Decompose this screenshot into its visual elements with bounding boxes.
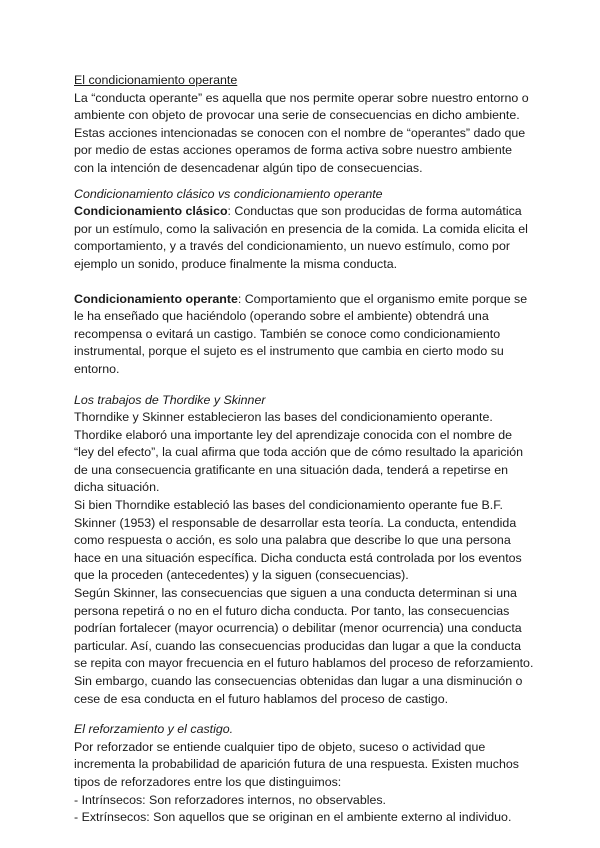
document-title: El condicionamiento operante <box>74 73 238 87</box>
intro-paragraph: La “conducta operante” es aquella que nos permite operar sobre nuestro entorno o ambiente con objeto de provocar una serie de consecuencias en dicho ambiente. Estas acciones intencionadas se conocen con el nombre de “operantes” dado que por medio de estas acciones operamos de forma activa sobre nuestro ambiente con la intención de desencadenar algún tipo de consecuencias. <box>74 90 529 175</box>
section-heading-reforzamiento: El reforzamiento y el castigo. <box>74 722 234 737</box>
clasico-term: Condicionamiento clásico <box>74 204 228 219</box>
operante-text: : Comportamiento que el organismo emite porque se le ha enseñado que haciéndolo (operando sobre el ambiente) obtendrá una recompensa o evitará un castigo. También se conoce como condicionamiento instrumental, porque el sujeto es el instrumento que cambia en cierto modo su entorno. <box>74 291 528 376</box>
section-heading-thordike-skinner: Los trabajos de Thordike y Skinner <box>74 392 266 407</box>
operante-definition <box>74 291 534 379</box>
consequences-paragraph: Según Skinner, las consecuencias que siguen a una conducta determinan si una persona repetirá o no en el futuro dicha conducta. Por tanto, las consecuencias podrían fortalecer (mayor ocurrencia) o debilitar (menor ocurrencia) una conducta particular. Así, cuando las consecuencias producidas dan lugar a que la conducta se repita con mayor frecuencia en el futuro hablamos del proceso de reforzamiento. Sin embargo, cuando las consecuencias obtenidas dan lugar a una disminución o cese de esa conducta en el futuro hablamos del proceso de castigo. <box>74 586 534 706</box>
skinner-paragraph: Si bien Thorndike estableció las bases del condicionamiento operante fue B.F. Skinner (1953) el responsable de desarrollar esta teoría. La conducta, entendida como respuesta o acción, es solo una palabra que describe lo que una persona hace en una situación específica. Dicha conducta está controlada por los eventos que la proceden (antecedentes) y la siguen (consecuencias). <box>74 498 522 583</box>
clasico-definition <box>74 203 534 273</box>
operante-term: Condicionamiento operante <box>74 291 238 306</box>
thorndike-paragraph: Thorndike y Skinner establecieron las bases del condicionamiento operante. Thordike elaboró una importante ley del aprendizaje conocida con el nombre de “ley del efecto”, la cual afirma que toda acción que de cómo resultado la aparición de una consecuencia gratificante en una situación dada, tenderá a repetirse en dicha situación. <box>74 410 524 495</box>
document-page <box>74 72 534 827</box>
spacer <box>74 708 534 721</box>
list-item-extrinsecos: - Extrínsecos: Son aquellos que se originan en el ambiente externo al individuo. <box>74 810 512 825</box>
list-item-intrinsecos: - Intrínsecos: Son reforzadores internos, no observables. <box>74 792 386 807</box>
reforzador-paragraph: Por reforzador se entiende cualquier tipo de objeto, suceso o actividad que incrementa la probabilidad de aparición futura de una respuesta. Existen muchos tipos de reforzadores entre los que distinguimos: <box>74 739 519 789</box>
spacer <box>74 178 534 186</box>
spacer <box>74 274 534 291</box>
clasico-text: : Conductas que son producidas de forma automática por un estímulo, como la salivación en presencia de la comida. La comida elicita el comportamiento, y a través del condicionamiento, un nuevo estímulo, como por ejemplo un sonido, produce finalmente la misma conducta. <box>74 204 528 271</box>
spacer <box>74 379 534 392</box>
section-heading-clasico-vs-operante: Condicionamiento clásico vs condicionamiento operante <box>74 186 383 201</box>
